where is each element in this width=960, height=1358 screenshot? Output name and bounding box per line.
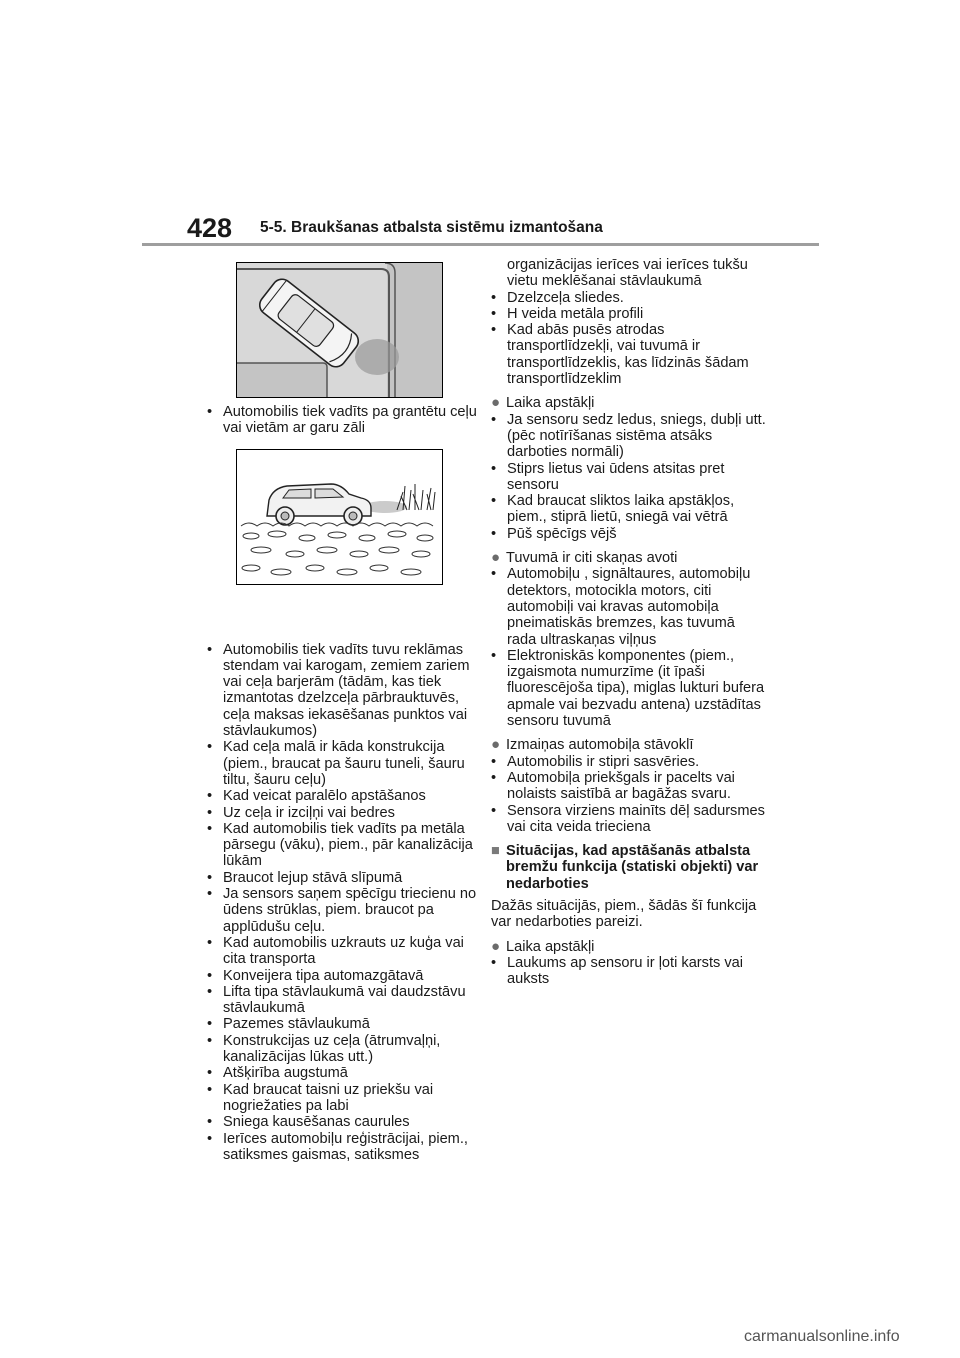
list-item: • Automobiļu , signāltaures, automobiļu detektors, motocikla motors, citi automobiļi vai kravas automobiļa pneimatiskās bremzes, kas tuvumā rada ultraskaņas viļņus	[491, 566, 751, 648]
list-item: • Pūš spēcīgs vējš	[491, 525, 617, 542]
section-weather-2: ● Laika apstākļi	[491, 937, 595, 955]
list-item: • Konstrukcijas uz ceļa (ātrumvaļņi, kanalizācijas lūkas utt.)	[207, 1032, 441, 1066]
list-item: • Automobiļa priekšgals ir pacelts vai nolaists saistībā ar bagāžas svaru.	[491, 769, 735, 803]
list-item: • Uz ceļa ir izciļņi vai bedres	[207, 804, 395, 821]
list-item: • Stiprs lietus vai ūdens atsitas pret sensoru	[491, 460, 725, 493]
list-item-continuation: organizācijas ierīces vai ierīces tukšu vietu meklēšanai stāvlaukumā	[507, 257, 748, 290]
list-item: • Konveijera tipa automazgātavā	[207, 967, 424, 984]
parking-scene-svg	[237, 263, 442, 397]
list-item: • Pazemes stāvlaukumā	[207, 1016, 370, 1033]
list-item: • Sniega kausēšanas caurules	[207, 1114, 410, 1131]
circle-bullet-icon: ●	[491, 394, 501, 412]
list-item: • Lifta tipa stāvlaukumā vai daudzstāvu stāvlaukumā	[207, 983, 466, 1017]
list-item: • Kad braucat taisni uz priekšu vai nogriežaties pa labi	[207, 1081, 434, 1114]
circle-bullet-icon: ●	[491, 937, 501, 955]
left-column	[207, 404, 477, 1163]
list-item: • Kad automobilis tiek vadīts pa metāla pārsegu (vāku), piem., pār kanalizācija lūkām	[207, 820, 473, 870]
list-item: • Dzelzceļa sliedes.	[491, 289, 624, 306]
page-number: 428	[187, 213, 233, 243]
list-item: • Kad braucat sliktos laika apstākļos, piem., stiprā lietū, sniegā vai vētrā	[491, 493, 735, 526]
square-bullet-icon: ■	[491, 843, 500, 860]
list-item: • Laukums ap sensoru ir ļoti karsts vai auksts	[491, 954, 744, 988]
list-item: • Sensora virziens mainīts dēļ sadursmes vai cita veida trieciena	[491, 802, 765, 835]
list-item: • Automobilis tiek vadīts pa grantētu ceļu vai vietām ar garu zāli	[207, 404, 477, 437]
paragraph: Dažās situācijās, piem., šādās šī funkcija var nedarboties pareizi.	[491, 897, 757, 931]
section-title: 5-5. Braukšanas atbalsta sistēmu izmantošana	[260, 219, 603, 236]
circle-bullet-icon: ●	[491, 736, 501, 754]
section-sound-sources: ● Tuvumā ir citi skaņas avoti	[491, 549, 678, 567]
list-item: • Automobilis tiek vadīts tuvu reklāmas stendam vai karogam, zemiem zariem vai ceļa barjerām (tādām, kas tiek izmantotas dzelzceļa pārbrauktuvēs, ceļa maksas iekasēšanas punktos vai stāvlaukumos)	[207, 641, 470, 740]
list-item: • Kad abās pusēs atrodas transportlīdzekļi, vai tuvumā ir transportlīdzeklis, kas līdzinās šādam transportlīdzeklim	[491, 322, 749, 388]
list-item: • H veida metāla profili	[491, 305, 644, 322]
list-item: • Elektroniskās komponentes (piem., izgaismota numurzīme (it īpaši fluorescējoša tipa), miglas lukturi bufera apmale vai bezvadu antena) uzstādītas sensoru tuvumā	[491, 647, 765, 730]
list-item: • Automobilis ir stipri sasvēries.	[491, 753, 700, 770]
list-item: • Atšķirība augstumā	[207, 1065, 348, 1082]
watermark: carmanualsonline.info	[744, 1328, 900, 1345]
parking-illustration	[236, 262, 443, 398]
list-item: • Ja sensors saņem spēcīgu triecienu no ūdens strūklas, piem. braucot pa applūdušu ceļu.	[207, 886, 477, 935]
list-item: • Kad ceļa malā ir kāda konstrukcija (piem., braucat pa šauru tuneli, šauru tiltu, šauru ceļu)	[207, 739, 465, 788]
section-weather: ● Laika apstākļi	[491, 394, 595, 412]
figure-spacer	[207, 437, 477, 642]
list-item: • Kad veicat paralēlo apstāšanos	[207, 788, 426, 805]
list-item: • Braucot lejup stāvā slīpumā	[207, 869, 403, 886]
circle-bullet-icon: ●	[491, 549, 501, 567]
list-item: • Ja sensoru sedz ledus, sniegs, dubļi utt. (pēc notīrīšanas sistēma atsāks darboties normāli)	[491, 411, 766, 461]
list-item: • Ierīces automobiļu reģistrācijai, piem., satiksmes gaismas, satiksmes	[207, 1130, 468, 1163]
section-vehicle-posture: ● Izmaiņas automobiļa stāvoklī	[491, 736, 694, 754]
list-item: • Kad automobilis uzkrauts uz kuģa vai cita transporta	[207, 934, 464, 968]
right-column	[491, 257, 766, 987]
header-rule	[142, 243, 819, 246]
subsection-heading: ■ Situācijas, kad apstāšanās atbalsta bremžu funkcija (statiski objekti) var nedarboties	[491, 843, 759, 892]
